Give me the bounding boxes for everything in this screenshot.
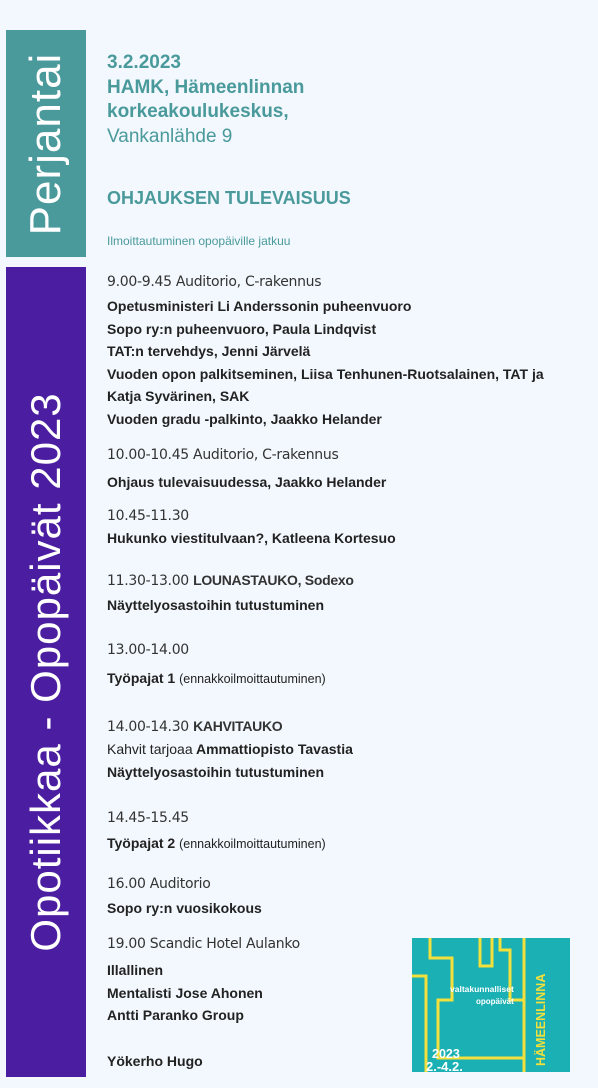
session-time-title: LOUNASTAUKO, Sodexo: [193, 572, 354, 588]
session-time: 16.00 Auditorio: [107, 876, 211, 892]
castle-wall: [412, 976, 426, 1072]
session-item: Näyttelyosastoihin tutustuminen: [107, 763, 325, 780]
session-item: [107, 832, 587, 856]
session-8: [107, 874, 587, 920]
session-5: [107, 640, 587, 691]
session-time: 13.00-14.00: [107, 642, 189, 658]
registration-note: Ilmoittautuminen opopäiville jatkuu: [107, 234, 291, 248]
session-time: [107, 570, 587, 591]
logo-year: 2023: [432, 1047, 460, 1061]
session-item: Illallinen: [107, 962, 164, 978]
session-3: [107, 506, 587, 550]
session-2: [107, 445, 587, 494]
workshop-note: (ennakkoilmoittautuminen): [179, 672, 326, 686]
castle-tower: [480, 938, 492, 966]
event-logo: [412, 938, 570, 1072]
session-time-title: KAHVITAUKO: [193, 718, 283, 734]
coffee-sponsor-name: Ammattiopisto Tavastia: [195, 741, 353, 757]
session-time: 10.00-10.45 Auditorio, C-rakennus: [107, 447, 339, 463]
session-item: Näyttelyosastoihin tutustuminen: [107, 597, 325, 613]
session-item: Hukunko viestitulvaan?, Katleena Kortesuo: [107, 530, 396, 546]
session-item: Katja Syvärinen, SAK: [107, 388, 250, 405]
session-item-late: Yökerho Hugo: [107, 1052, 203, 1069]
session-time: 9.00-9.45 Auditorio, C-rakennus: [107, 274, 322, 290]
sidebar-day-banner: [6, 30, 86, 257]
session-time: 14.45-15.45: [107, 810, 189, 826]
session-item: Sopo ry:n vuosikokous: [107, 900, 262, 916]
session-item: Opetusministeri Li Anderssonin puheenvuoro: [107, 298, 412, 314]
program-title: OHJAUKSEN TULEVAISUUS: [107, 188, 351, 208]
session-item: [107, 738, 587, 761]
session-time: 10.45-11.30: [107, 508, 189, 524]
session-item: Antti Paranko Group: [107, 1007, 244, 1024]
logo-dates: 2.-4.2.: [426, 1059, 463, 1072]
session-item: Vuoden opon palkitseminen, Liisa Tenhunen-Ruotsalainen, TAT ja: [107, 365, 544, 382]
event-date: 3.2.2023: [107, 52, 181, 73]
session-4: [107, 570, 587, 617]
session-item: Mentalisti Jose Ahonen: [107, 984, 263, 1001]
workshop-note: (ennakkoilmoittautuminen): [179, 837, 326, 851]
session-1: [107, 272, 587, 431]
event-logo-graphic: [412, 938, 570, 1072]
session-6: [107, 716, 587, 783]
venue-street: Vankanlähde 9: [107, 126, 233, 147]
session-item: Sopo ry:n puheenvuoro, Paula Lindqvist: [107, 320, 377, 337]
venue-line-1: HAMK, Hämeenlinnan: [107, 77, 305, 98]
workshop-label: Työpajat 1: [107, 670, 176, 686]
logo-text-line2: opopäivät: [476, 997, 514, 1006]
logo-city: HÄMEENLINNA: [534, 973, 548, 1066]
session-time-value: 14.00-14.30: [107, 719, 189, 735]
session-time: 19.00 Scandic Hotel Aulanko: [107, 936, 300, 952]
workshop-label: Työpajat 2: [107, 835, 176, 851]
venue-name: [107, 76, 304, 124]
session-item: [107, 667, 587, 691]
sidebar-event-banner: [6, 267, 86, 1077]
session-item: TAT:n tervehdys, Jenni Järvelä: [107, 343, 311, 360]
sidebar-day-label: Perjantai: [21, 52, 70, 235]
session-item: Vuoden gradu -palkinto, Jaakko Helander: [107, 410, 382, 427]
venue-line-2: korkeakoulukeskus,: [107, 101, 289, 122]
session-time: [107, 716, 587, 737]
session-time-value: 11.30-13.00: [107, 573, 189, 589]
coffee-sponsor-prefix: Kahvit tarjoaa: [107, 741, 193, 757]
sidebar-event-label: Opotiikkaa - Opopäivät 2023: [22, 392, 69, 952]
session-7: [107, 808, 587, 856]
logo-text-line1: valtakunnalliset: [450, 984, 514, 994]
session-item: Ohjaus tulevaisuudessa, Jaakko Helander: [107, 474, 387, 490]
